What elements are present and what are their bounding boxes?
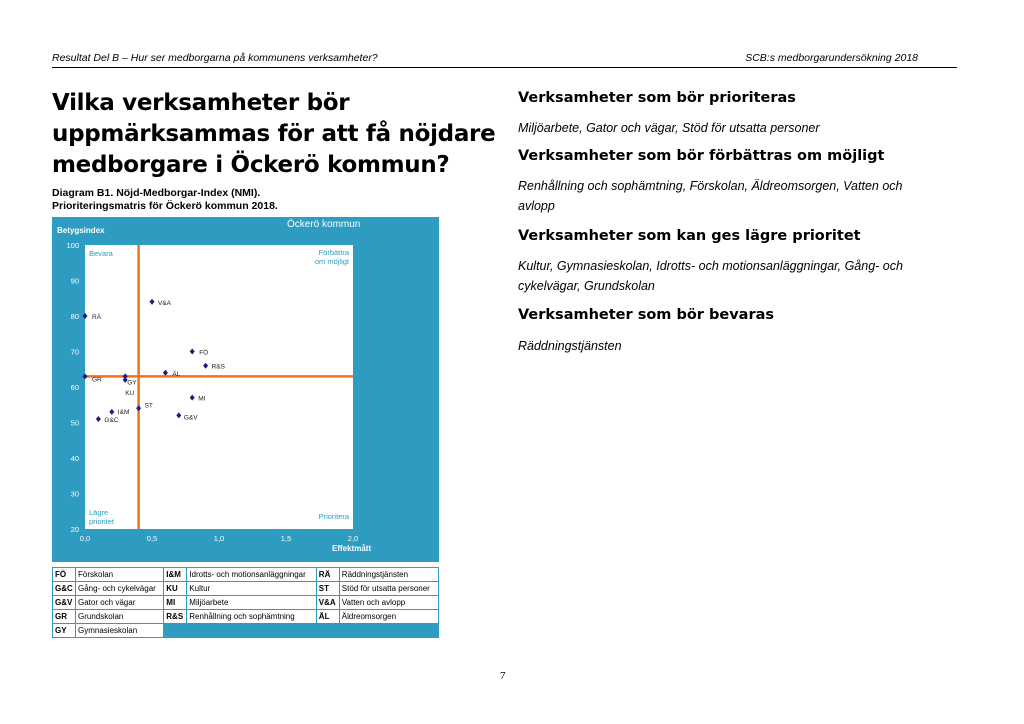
data-point-label: GR	[92, 376, 102, 384]
legend-abbreviation: V&A	[316, 596, 339, 610]
chart-title: Öckerö kommun	[287, 219, 361, 230]
heading-preserve: Verksamheter som bör bevaras	[518, 307, 775, 323]
text-prioritize: Miljöarbete, Gator och vägar, Stöd för utsatta personer	[518, 121, 820, 135]
data-point-label: KU	[125, 389, 135, 397]
running-header-right: SCB:s medborgarundersökning 2018	[745, 52, 918, 64]
legend-abbreviation: ÄL	[316, 610, 339, 624]
quadrant-label-preserve: Bevara	[89, 249, 113, 258]
legend-description: Äldreomsorgen	[339, 610, 438, 624]
data-point-label: G&C	[104, 416, 119, 424]
data-point-label: I&M	[117, 408, 130, 416]
legend-description: Stöd för utsatta personer	[339, 582, 438, 596]
legend-description: Förskolan	[76, 568, 164, 582]
legend-abbreviation: KU	[164, 582, 187, 596]
quadrant-label-lower-line1: Lägre	[89, 508, 109, 517]
legend-description: Gator och vägar	[76, 596, 164, 610]
x-tick-label: 0,0	[79, 534, 91, 543]
text-preserve: Räddningstjänsten	[518, 339, 622, 353]
y-tick-label: 80	[70, 312, 79, 321]
y-tick-label: 40	[70, 454, 79, 463]
heading-improve: Verksamheter som bör förbättras om möjligt	[518, 148, 885, 164]
legend-abbreviation: G&C	[53, 582, 76, 596]
y-tick-label: 30	[70, 489, 79, 499]
legend-abbreviation: G&V	[53, 596, 76, 610]
y-tick-label: 100	[66, 241, 79, 250]
legend-description: Vatten och avlopp	[339, 596, 438, 610]
legend-description: Idrotts- och motionsanläggningar	[187, 568, 317, 582]
y-tick-label: 60	[70, 383, 79, 392]
legend-row	[53, 610, 439, 624]
abbreviation-legend	[52, 567, 439, 638]
legend-abbreviation: FÖ	[53, 568, 76, 582]
data-point-label: RÄ	[92, 314, 102, 321]
legend-abbreviation: I&M	[164, 568, 187, 582]
legend-row	[53, 582, 439, 596]
quadrant-label-prioritize: Prioritera	[318, 512, 349, 521]
data-point-label: V&A	[158, 299, 172, 307]
data-point-label: MI	[198, 395, 206, 403]
x-axis-title: Effektmått	[332, 544, 372, 553]
legend-abbreviation: R&S	[164, 610, 187, 624]
legend-description: Gång- och cykelvägar	[76, 582, 164, 596]
y-axis-title: Betygsindex	[57, 226, 105, 235]
data-point-label: ST	[144, 402, 153, 410]
legend-description: Kultur	[187, 582, 317, 596]
legend-abbreviation: MI	[164, 596, 187, 610]
y-tick-label: 50	[70, 418, 79, 428]
data-point-label: GY	[127, 379, 137, 387]
page-number: 7	[500, 670, 506, 682]
legend-row	[53, 596, 439, 610]
heading-prioritize: Verksamheter som bör prioriteras	[518, 90, 796, 106]
y-tick-label: 20	[70, 525, 79, 534]
quadrant-label-improve-line1: Förbättra	[318, 248, 349, 257]
text-improve: Renhållning och sophämtning, Förskolan, Äldreomsorgen, Vatten och avlopp	[518, 179, 903, 213]
quadrant-label-improve-line2: om möjligt	[314, 257, 349, 266]
page-title: Vilka verksamheter bör uppmärksammas för att få nöjdare medborgare i Öckerö kommun?	[52, 90, 496, 178]
legend-abbreviation: GY	[53, 624, 76, 638]
diagram-title-line1: Diagram B1. Nöjd-Medborgar-Index (NMI).	[52, 187, 261, 199]
legend-row	[53, 624, 439, 638]
diagram-title-line2: Prioriteringsmatris för Öckerö kommun 2018.	[52, 200, 278, 212]
x-tick-label: 2,0	[347, 534, 359, 543]
legend-description: Grundskolan	[76, 610, 164, 624]
y-tick-label: 70	[70, 347, 79, 357]
running-header-left: Resultat Del B – Hur ser medborgarna på kommunens verksamheter?	[52, 52, 378, 64]
legend-description: Miljöarbete	[187, 596, 317, 610]
y-tick-label: 90	[70, 276, 79, 286]
legend-description: Räddningstjänsten	[339, 568, 438, 582]
legend-description: Renhållning och sophämtning	[187, 610, 317, 624]
data-point-label: FÖ	[199, 349, 209, 357]
data-point-label: G&V	[183, 414, 198, 422]
legend-description: Gymnasieskolan	[76, 624, 164, 638]
x-tick-label: 0,5	[146, 534, 158, 543]
data-point-label: R&S	[211, 363, 225, 371]
heading-lower-priority: Verksamheter som kan ges lägre prioritet	[518, 228, 861, 244]
x-tick-label: 1,5	[280, 534, 292, 543]
legend-abbreviation: GR	[53, 610, 76, 624]
text-lower-priority: Kultur, Gymnasieskolan, Idrotts- och motionsanläggningar, Gång- och cykelvägar, Grundskolan	[518, 259, 903, 293]
data-point-label: ÄL	[172, 370, 181, 378]
quadrant-label-lower-line2: prioritet	[89, 517, 115, 526]
legend-abbreviation: RÄ	[316, 568, 339, 582]
legend-row	[53, 568, 439, 582]
legend-abbreviation: ST	[316, 582, 339, 596]
plot-area	[85, 245, 353, 529]
x-tick-label: 1,0	[213, 534, 225, 543]
